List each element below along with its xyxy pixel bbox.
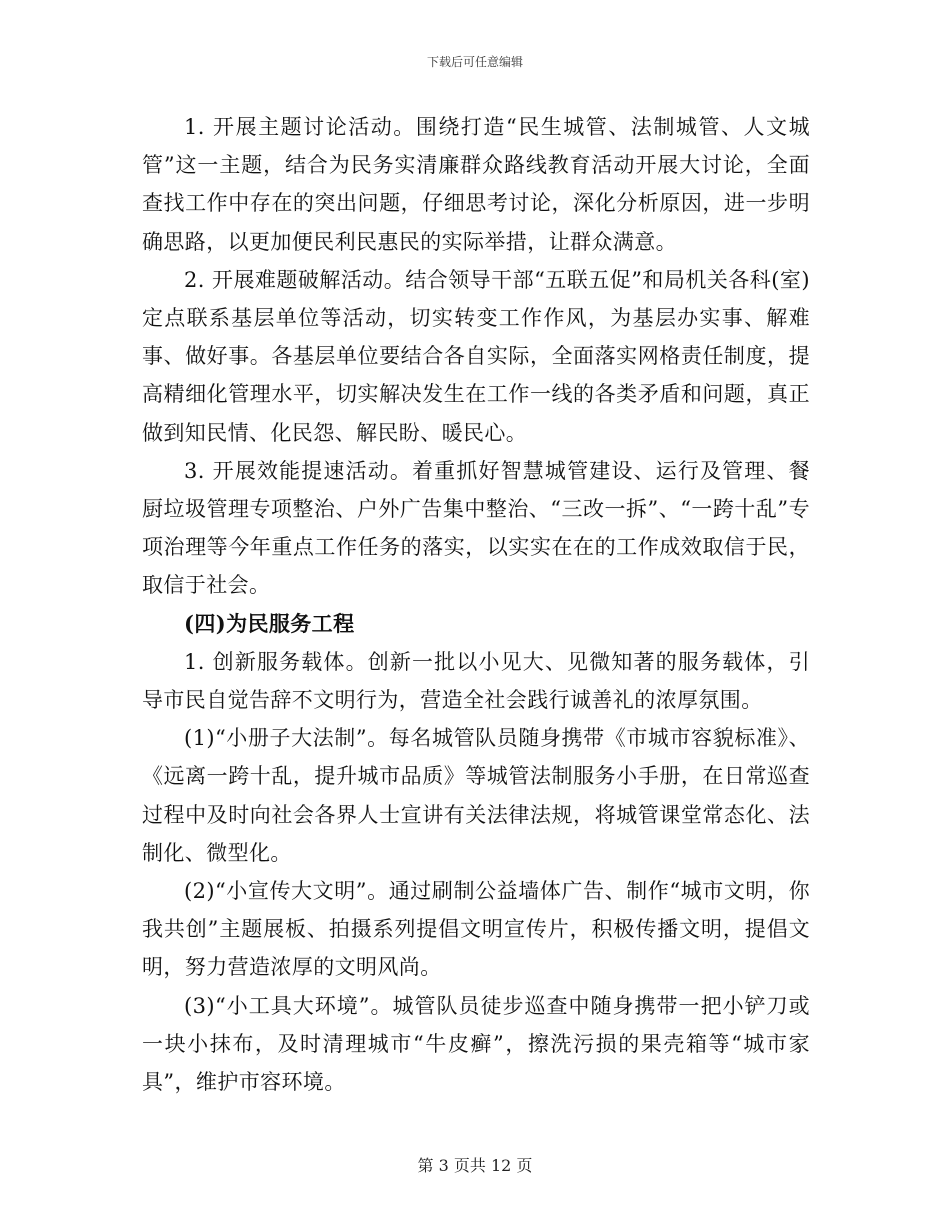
paragraph-item-3: 3. 开展效能提速活动。着重抓好智慧城管建设、运行及管理、餐厨垃圾管理专项整治、户外广告集中整治、“三改一拆”、“一跨十乱”专项治理等今年重点工作任务的落实，以实实在在的工作成效取信于民，取信于社会。 [142, 458, 810, 598]
document-body [142, 108, 810, 1101]
section-heading: (四)为民服务工程 [184, 610, 355, 636]
paragraph-item-1: 1. 开展主题讨论活动。围绕打造“民生城管、法制城管、人文城管”这一主题，结合为民务实清廉群众路线教育活动开展大讨论，全面查找工作中存在的突出问题，仔细思考讨论，深化分析原因，进一步明确思路，以更加便民利民惠民的实际举措，让群众满意。 [142, 115, 810, 254]
page-number-footer: 第 3 页共 12 页 [417, 1156, 533, 1175]
paragraph-sub-1: (1)“小册子大法制”。每名城管队员随身携带《市城市容貌标准》、《远离一跨十乱，提升城市品质》等城管法制服务小手册，在日常巡查过程中及时向社会各界人士宣讲有关法律法规，将城管课堂常态化、法制化、微型化。 [142, 726, 810, 865]
paragraph-service-carrier: 1. 创新服务载体。创新一批以小见大、见微知著的服务载体，引导市民自觉告辞不文明行为，营造全社会践行诚善礼的浓厚氛围。 [142, 649, 810, 713]
paragraph-item-2: 2. 开展难题破解活动。结合领导干部“五联五促”和局机关各科(室)定点联系基层单位等活动，切实转变工作作风，为基层办实事、解难事、做好事。各基层单位要结合各自实际，全面落实网格责任制度，提高精细化管理水平，切实解决发生在工作一线的各类矛盾和问题，真正做到知民情、化民怨、解民盼、暖民心。 [142, 267, 810, 445]
paragraph-sub-2: (2)“小宣传大文明”。通过刷制公益墙体广告、制作“城市文明，你我共创”主题展板、拍摄系列提倡文明宣传片，积极传播文明，提倡文明，努力营造浓厚的文明风尚。 [142, 879, 810, 980]
paragraph-sub-3: (3)“小工具大环境”。城管队员徒步巡查中随身携带一把小铲刀或一块小抹布，及时清理城市“牛皮癣”，擦洗污损的果壳箱等“城市家具”，维护市容环境。 [142, 993, 810, 1095]
page-header: 下载后可任意编辑 [426, 55, 523, 69]
